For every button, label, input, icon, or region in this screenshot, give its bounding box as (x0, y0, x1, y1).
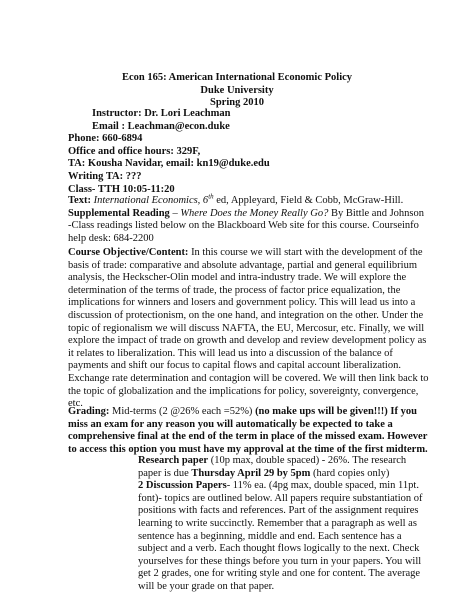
supplemental-dash: – (169, 207, 181, 219)
instructor-email: Email : Leachman@econ.duke (92, 120, 230, 132)
term: Spring 2010 (210, 97, 264, 108)
writing-ta: Writing TA: ??? (68, 170, 142, 182)
supplemental-label: Supplemental Reading (68, 207, 170, 219)
assignments-section (138, 455, 432, 594)
edition-sup: th (208, 192, 214, 201)
textbook-line (68, 192, 430, 208)
ta-info: TA: Kousha Navidar, email: kn19@duke.edu (68, 158, 270, 170)
textbook-title: International Economics, 6 (93, 195, 209, 206)
phone: Phone: 660-6894 (68, 133, 143, 145)
grading-policy: (no make ups will be given!!!) If you miss an exam for any reason you will automatically be expected to take a comprehensive final at the end of the term in place of the missed exam. However to access this option you must have my approval at the time of the first midterm. (68, 406, 428, 455)
supplemental-line (68, 208, 430, 221)
research-tail: (hard copies only) (310, 467, 390, 479)
course-objective-label: Course Objective/Content: (68, 247, 189, 258)
class-time: Class- TTH 10:05-11:20 (68, 183, 175, 195)
research-due: Thursday April 29 by 5pm (191, 467, 311, 479)
textbook-rest: ed, Appleyard, Field & Cobb, McGraw-Hill. (213, 195, 404, 206)
instructor-name: Instructor: Dr. Lori Leachman (92, 108, 231, 119)
grading-section (68, 406, 430, 456)
contact-info (68, 108, 430, 196)
texts-section (68, 192, 430, 245)
grading-plain: Mid-terms (2 @26% each =52%) (109, 406, 256, 417)
course-title: Econ 165: American International Economic Policy (121, 72, 353, 83)
course-objective-body: In this course we will start with the development of the basis of trade: comparative and absolute advantage, partial and general equilibrium analysis, the Heckscher-Olin model and intra-industry trade. We will explore the determination of the terms of trade, the process of factor price equalization, the implications for winners and losers and government policy. This will lead us into a discussion of protectionism, on the one hand, and integration on the other. Under the topic of regionalism we will discuss NAFTA, the EU, Mercosur, etc. Finally, we will explore the impact of trade on growth and develop and review development policy as it relates to liberalization. This will lead us into a discussion of the balance of payments and shift our focus to capital flows and capital account liberalization. Exchange rate determination and contagion will be covered. We will then link back to the topic of globalization and the implications for policy, sovereignty, convergence, etc. (68, 247, 429, 410)
discussion-text: - 11% ea. (4pg max, double spaced, min 11pt. font)- topics are outlined below. All papers require substantiation of positions with facts and references. Part of the assignment requires learning to write succinctly. Remember that a paragraph as well as sentence has a beginning, middle and end. Each sentence has a subject and a verb. Each thought flows logically to the next. Check yourselves for these things before you turn in your papers. You will get 2 grades, one for writing style and one for content. The average will be your grade on that paper. (138, 480, 423, 592)
office-hours: Office and office hours: 329F, (68, 145, 201, 157)
supplemental-rest: By Bittle and Johnson (328, 207, 424, 219)
research-text: (10p max, double spaced) - 26%. The research paper is due (138, 455, 407, 479)
discussion-papers (138, 480, 432, 593)
text-label: Text: (68, 195, 91, 206)
course-header (0, 72, 474, 110)
university-name: Duke University (200, 84, 274, 96)
discussion-label: 2 Discussion Papers (138, 480, 227, 492)
supplemental-title: Where Does the Money Really Go? (180, 207, 329, 219)
research-paper (138, 455, 432, 480)
research-label: Research paper (138, 455, 209, 466)
course-objective (68, 247, 430, 411)
class-readings: -Class readings listed below on the Blackboard Web site for this course. Courseinfo help desk: 684-2200 (68, 220, 419, 244)
grading-label: Grading: (68, 406, 110, 417)
